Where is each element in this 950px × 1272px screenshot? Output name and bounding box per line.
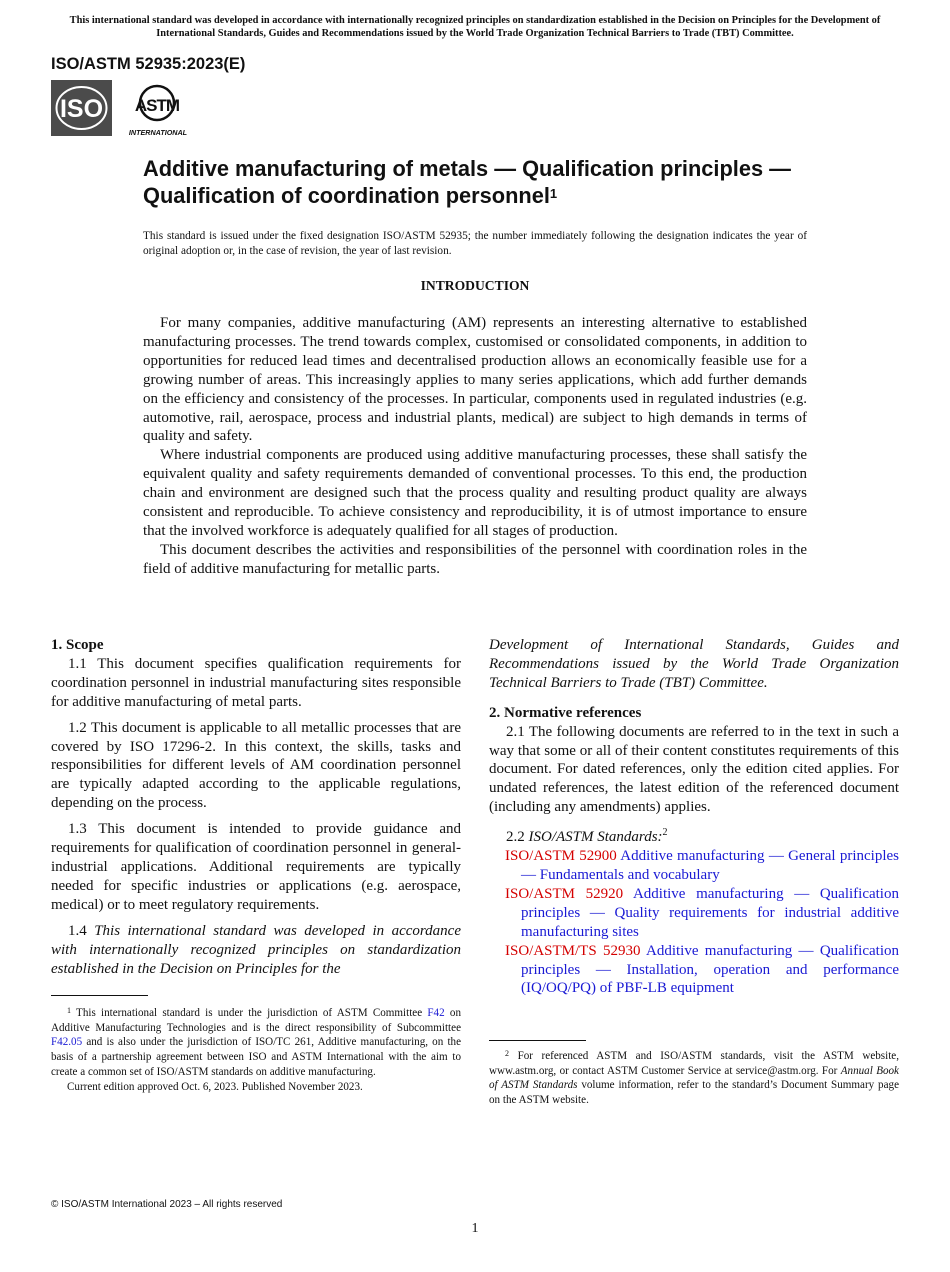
- issued-note: This standard is issued under the fixed designation ISO/ASTM 52935; the number immediately following the designation indicates the year of original adoption or, in the case of revision, the year of last revision.: [143, 230, 807, 257]
- normative-paragraph-2-2: [489, 824, 899, 847]
- footnote-1-text: and is also under the jurisdiction of ISO/TC 261, Additive manufacturing, on the basis of a partnership agreement between ISO and ASTM International with the aim to create a common set of ISO/ASTM standards on additive manufacturing.: [51, 1036, 461, 1078]
- footnote-1-text: This international standard is under the jurisdiction of ASTM Committee: [76, 1007, 423, 1019]
- scope-paragraph-1-4: [51, 922, 461, 979]
- footnote-2-text: For referenced ASTM and ISO/ASTM standards, visit the ASTM website, www.astm.org, or contact ASTM Customer Service at service@astm.org. For: [489, 1050, 899, 1077]
- iso-logo-icon: [51, 80, 112, 136]
- page-number: 1: [471, 1221, 479, 1236]
- svg-text:ASTM: ASTM: [134, 96, 180, 115]
- scope-paragraph-1-3: 1.3 This document is intended to provide guidance and requirements for qualification of coordination personnel in general-industrial applications. Additional requirements are typically needed for specific industries or applications (e.g. aerospace, medical) or to meet regulatory requirements.: [51, 821, 461, 913]
- footnote-2-ref[interactable]: 2: [662, 827, 668, 839]
- reference-title[interactable]: Additive manufacturing — General principles — Fundamentals and vocabulary: [521, 848, 900, 883]
- title-footnote-mark[interactable]: 1: [549, 186, 558, 201]
- reference-item[interactable]: [489, 942, 899, 999]
- title-text: Additive manufacturing of metals — Qualification principles — Qualification of coordination personnel: [143, 156, 791, 208]
- paragraph-number: 1.4: [68, 922, 87, 939]
- reference-item[interactable]: [489, 847, 899, 885]
- normative-paragraph-2-1: 2.1 The following documents are referred to in the text in such a way that some or all of their content constitutes requirements of this document. For dated references, only the edition cited applies. For undated references, the latest edition of the referenced document (including any amendments) applies.: [489, 723, 899, 816]
- top-standards-note: This international standard was developed in accordance with internationally recognized principles on standardization established in the Decision on Principles for the Development of International Standards, Guides and Recommendations issued by the World Trade Organization Technical Barriers to Trade (TBT) Committee.: [69, 15, 881, 39]
- scope-heading: 1. Scope: [51, 637, 104, 653]
- svg-text:INTERNATIONAL: INTERNATIONAL: [128, 128, 188, 137]
- introduction-heading: INTRODUCTION: [420, 278, 530, 293]
- introduction-paragraph: This document describes the activities and responsibilities of the personnel with coordination roles in the field of additive manufacturing for metallic parts.: [143, 541, 807, 577]
- iso-logo: [51, 80, 112, 136]
- reference-code[interactable]: ISO/ASTM 52920: [505, 885, 624, 902]
- left-column: [51, 636, 461, 985]
- scope-paragraph-1-2: 1.2 This document is applicable to all metallic processes that are covered by ISO 17296-2. In this context, the skills, tasks and responsibilities for different levels of AM coordination personnel are typically adapted according to the applicable regulations, depending on the process.: [51, 719, 461, 812]
- astm-logo: [126, 80, 190, 138]
- footnote-divider: [51, 995, 148, 996]
- astm-logo-icon: [126, 80, 190, 138]
- copyright-notice: © ISO/ASTM International 2023 – All rights reserved: [51, 1199, 283, 1210]
- introduction-paragraph: For many companies, additive manufacturing (AM) represents an interesting alternative to established manufacturing processes. The trend towards complex, customised or consolidated components, in addition to opportunities for reduced lead times and decentralised production allows an economically feasible use for a growing number of areas. This increasingly applies to many series applications, which add further demands on the efficiency and consistency of the processes. In particular, components used in regulated industries (e.g. automotive, rail, aerospace, process and industrial plants, medical) are subject to high demands in terms of quality and safety.: [143, 315, 807, 445]
- footnote-divider: [489, 1040, 586, 1041]
- footnote-2-mark: 2: [505, 1049, 509, 1058]
- reference-code[interactable]: ISO/ASTM/TS 52930: [505, 942, 641, 959]
- reference-item[interactable]: [489, 885, 899, 942]
- scope-1-4-text: This international standard was developed in accordance with internationally recognized principles on standardization established in the Decision on Principles for the: [51, 922, 461, 977]
- document-designation: ISO/ASTM 52935:2023(E): [51, 55, 246, 73]
- svg-text:ISO: ISO: [59, 95, 104, 123]
- paragraph-number: 2.2: [506, 829, 525, 846]
- right-column: [489, 636, 899, 998]
- approval-note: Current edition approved Oct. 6, 2023. Published November 2023.: [67, 1080, 363, 1093]
- annual-book-title: Annual Book of ASTM Standards: [489, 1064, 899, 1092]
- reference-code[interactable]: ISO/ASTM 52900: [505, 848, 617, 865]
- reference-title[interactable]: Additive manufacturing — Qualification principles — Quality requirements for industrial additive manufacturing sites: [521, 885, 899, 940]
- scope-paragraph-1-1: 1.1 This document specifies qualification requirements for coordination personnel in industrial manufacturing sites responsible for additive manufacturing of metal parts.: [51, 655, 461, 710]
- document-title: [143, 155, 843, 209]
- reference-title[interactable]: Additive manufacturing — Qualification principles — Installation, operation and performance (IQ/OQ/PQ) of PBF-LB equipment: [521, 942, 899, 997]
- f42-link[interactable]: F42: [427, 1007, 445, 1019]
- standards-label: ISO/ASTM Standards:: [528, 829, 663, 846]
- introduction-body: [143, 314, 807, 579]
- footnote-1-text: on Additive Manufacturing Technologies and is the direct responsibility of Subcommittee: [51, 1007, 461, 1034]
- introduction-paragraph: Where industrial components are produced using additive manufacturing processes, these shall satisfy the equivalent quality and safety requirements demanded of conventional processes. To this end, the production chain and environment are designed such that the process quality and resulting product quality are always consistent and reproducible. To achieve consistency and reproducibility, it is of utmost importance to ensure that the involved workforce is adequately qualified for all stages of production.: [143, 447, 807, 539]
- footnote-2-text: volume information, refer to the standard’s Document Summary page on the ASTM website.: [489, 1079, 899, 1107]
- normative-references-heading: 2. Normative references: [489, 704, 642, 721]
- footnote-1-mark: 1: [67, 1006, 71, 1015]
- f42-05-link[interactable]: F42.05: [51, 1036, 83, 1049]
- scope-1-4-continuation: Development of International Standards, Guides and Recommendations issued by the World Trade Organization Technical Barriers to Trade (TBT) Committee.: [489, 637, 899, 691]
- footnote-2: [489, 1049, 899, 1108]
- footnote-1: [51, 1006, 461, 1094]
